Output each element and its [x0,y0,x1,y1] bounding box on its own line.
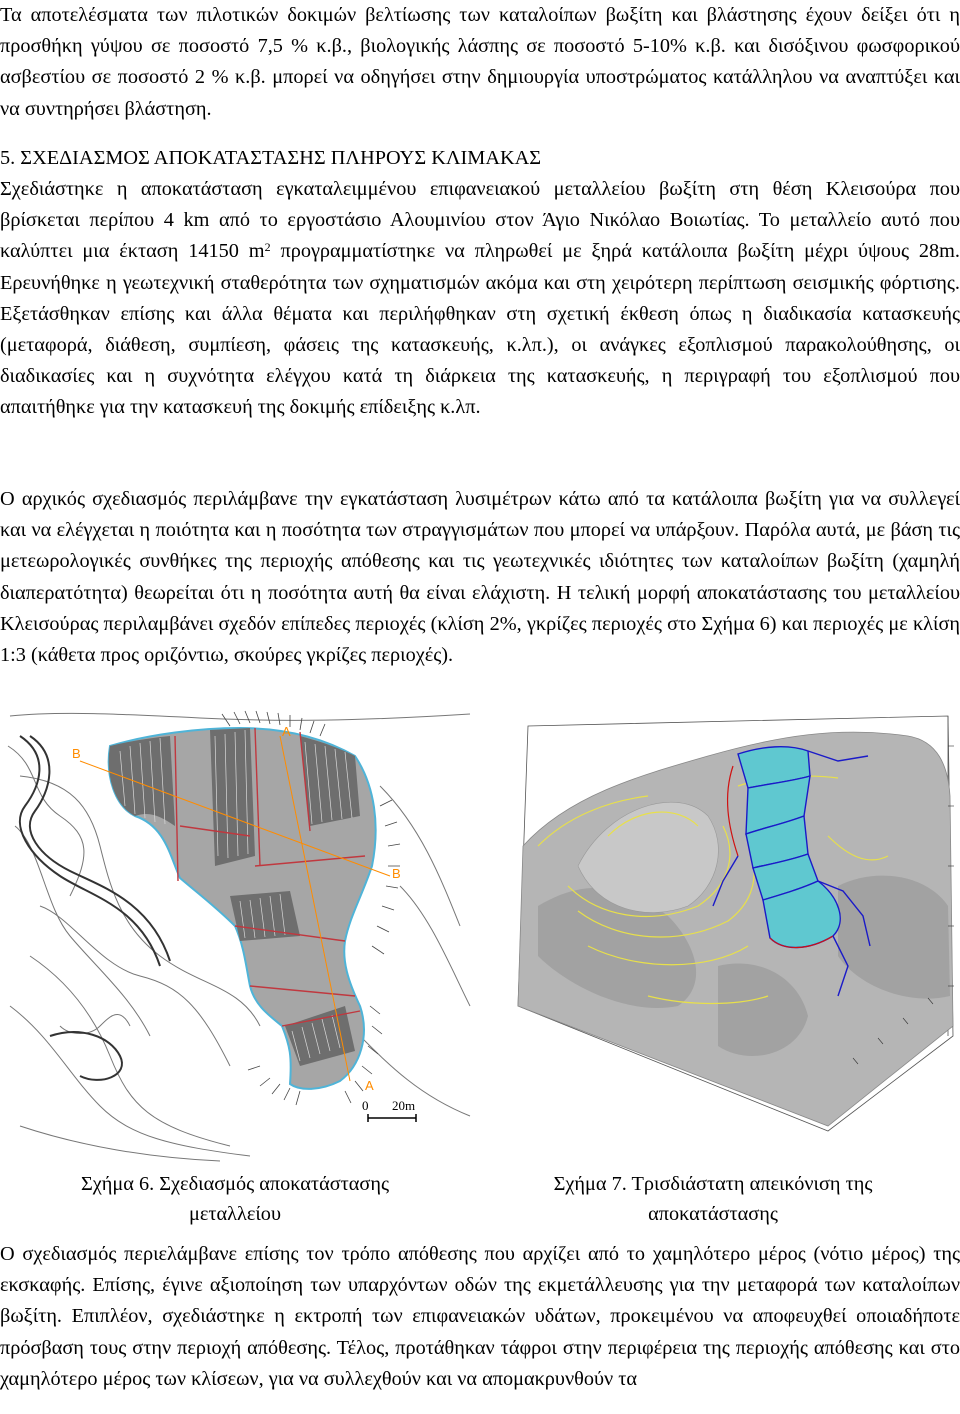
original-design-paragraph: Ο αρχικός σχεδιασμός περιλάμβανε την εγκατάσταση λυσιμέτρων κάτω από τα κατάλοιπα βωξίτη για να συλλεγεί και να ελέγχεται η ποιότητα και η ποσότητα των στραγγισμάτων που μπορεί να υπάρξουν. Παρόλα αυτά, με βάση τις μετεωρολογικές συνθήκες της περιοχής απόθεσης και τις γεωτεχνικές ιδιότητες των καταλοίπων βωξίτη (χαμηλή διαπερατότητα) θεωρείται ότι η ποσότητα αυτή θα είναι ελάχιστη. Η τελική μορφή αποκατάστασης του μεταλλείου Κλεισούρας περιλαμβάνει σχεδόν επίπεδες περιοχές (κλίση 2%, γκρίζες περιοχές στο Σχήμα 6) και περιοχές με κλίση 1:3 (κάθετα προς οριζόντιω, σκούρες γκρίζες περιοχές). [0,488,960,667]
figure-7-3d-view [508,706,960,1136]
final-paragraph: Ο σχεδιασμός περιελάμβανε επίσης τον τρόπο απόθεσης που αρχίζει από το χαμηλότερο μέρος (νότιο μέρος) της εκσκαφής. Επίσης, έγινε αξιοποίηση των υπαρχόντων οδών της εκμετάλλευσης για την μεταφορά των καταλοίπων βωξίτη. Επιπλέον, σχεδιάστηκε η εκτροπή των επιφανειακών υδάτων, προκειμένου να αποφευχθεί οποιαδήποτε πρόσβαση τους στην περιοχή απόθεσης. Τέλος, προτάθηκαν τάφροι στην περιφέρεια της περιοχής απόθεσης και στο χαμηλότερο μέρος των κλίσεων, για να συλλεχθούν και να απομακρυνθούν τα [0,1243,960,1390]
section-heading: 5. ΣΧΕΔΙΑΣΜΟΣ ΑΠΟΚΑΤΑΣΤΑΣΗΣ ΠΛΗΡΟΥΣ ΚΛΙΜΑΚΑΣ [0,147,542,169]
figure-6-caption-line2: μεταλλείου [189,1203,281,1225]
label-a-top: A [282,724,291,739]
scale-end: 20m [392,1098,416,1113]
design-paragraph [0,174,960,424]
scale-zero: 0 [362,1098,369,1113]
figure-7-caption [478,1169,948,1229]
figure-6-caption [0,1169,470,1229]
figure-7-caption-line2: αποκατάστασης [648,1203,778,1225]
figure-6-caption-line1: Σχήμα 6. Σχεδιασμός αποκατάστασης [80,1173,389,1195]
label-a-bottom: A [365,1078,374,1093]
superscript-2: 2 [264,240,271,255]
design-text-part1: Σχεδιάστηκε η αποκατάσταση εγκαταλειμμένου επιφανειακού μεταλλείου βωξίτη στη θέση Κλεισούρα που βρίσκεται περίπου 4 km από το εργοστάσιο Αλουμινίου στον Άγιο Νικόλαο Βοιωτίας. Το μεταλλείο αυτό που καλύπτει μια έκταση 14150 m [0,178,960,263]
design-text-part2: προγραμματίστηκε να πληρωθεί με ξηρά κατάλοιπα βωξίτη μέχρι ύψους 28m. Ερευνήθηκε η γεωτεχνική σταθερότητα των σχηματισμών ακόμα και στη χειρότερη περίπτωση σεισμικής φόρτισης. Εξετάσθηκαν επίσης και άλλα θέματα και περιλήφθηκαν στη σχετική έκθεση όπως η διαδικασία κατασκευής (μεταφορά, διάθεση, συμπίεση, φάσεις της κατασκευής, κ.λπ.), οι ανάγκες εξοπλισμού παρακολούθησης, οι διαδικασίες και η συχνότητα ελέγχου κατά τη διάρκεια της κατασκευής, η περιγραφή του εξοπλισμού που απαιτήθηκε για την κατασκευή της δοκιμής επίδειξης κ.λπ. [0,240,960,419]
label-b-right: B [392,866,401,881]
label-b-top: B [72,746,81,761]
figure-6-plan [0,706,480,1162]
figure-7-caption-line1: Σχήμα 7. Τρισδιάστατη απεικόνιση της [553,1173,873,1195]
intro-paragraph: Τα αποτελέσματα των πιλοτικών δοκιμών βελτίωσης των καταλοίπων βωξίτη και βλάστησης έχουν δείξει ότι η προσθήκη γύψου σε ποσοστό 7,5 % κ.β., βιολογικής λάσπης σε ποσοστό 5-10% κ.β. και δισόξινου φωσφορικού ασβεστίου σε ποσοστό 2 % κ.β. μπορεί να οδηγήσει στην δημιουργία υποστρώματος κατάλληλου να αναπτύξει και να συντηρήσει βλάστηση. [0,4,960,120]
